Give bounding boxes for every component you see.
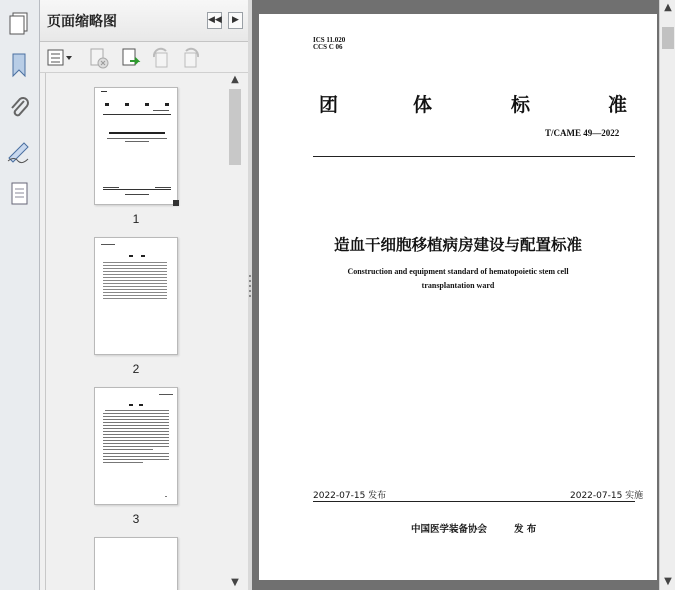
collapse-left-icon[interactable]: ◀◀ bbox=[207, 12, 222, 29]
heading-char-1: 团 bbox=[319, 94, 339, 116]
scroll-up-icon[interactable]: ▲ bbox=[231, 74, 239, 85]
page-thumbnails-panel bbox=[40, 0, 248, 590]
navigation-tool-strip bbox=[0, 0, 40, 590]
document-title-en-line1: Construction and equipment standard of hematopoietic stem cell bbox=[347, 267, 569, 276]
thumbnail-toolbar bbox=[40, 43, 248, 73]
pages-icon[interactable] bbox=[4, 8, 34, 38]
thumbnail-number-1: 1 bbox=[132, 212, 140, 226]
document-layers-icon[interactable] bbox=[4, 179, 34, 209]
scroll-down-icon[interactable]: ▼ bbox=[231, 577, 239, 588]
document-title-en-line2: transplantation ward bbox=[421, 281, 495, 290]
insert-page-icon[interactable] bbox=[120, 47, 142, 69]
delete-page-icon[interactable] bbox=[88, 47, 110, 69]
bookmark-icon[interactable] bbox=[4, 50, 34, 80]
attachment-icon[interactable] bbox=[4, 93, 34, 123]
ccs-code: CCS C 06 bbox=[313, 43, 343, 51]
thumbnail-page-2[interactable] bbox=[94, 237, 178, 355]
thumbnail-number-3: 3 bbox=[132, 512, 140, 526]
signature-icon[interactable] bbox=[4, 136, 34, 166]
doc-scroll-down-icon[interactable]: ▼ bbox=[664, 576, 672, 587]
thumbnail-page-1[interactable] bbox=[94, 87, 178, 205]
publisher-name: 中国医学装备协会 bbox=[411, 524, 488, 535]
heading-char-4: 准 bbox=[608, 94, 628, 116]
implementation-date: 2022-07-15 实施 bbox=[570, 491, 644, 501]
header-rule bbox=[313, 156, 635, 157]
document-viewer bbox=[252, 0, 659, 590]
thumbnail-scrollbar[interactable] bbox=[227, 73, 243, 590]
thumbnail-list bbox=[45, 73, 227, 590]
panel-title: 页面缩略图 bbox=[47, 14, 117, 30]
thumbnail-page-3[interactable] bbox=[94, 387, 178, 505]
heading-char-2: 体 bbox=[413, 94, 433, 116]
footer-rule bbox=[313, 501, 635, 502]
rotate-left-icon[interactable] bbox=[150, 47, 172, 69]
publish-label: 发 布 bbox=[514, 524, 537, 535]
document-scroll-thumb[interactable] bbox=[662, 27, 674, 49]
thumbnail-number-2: 2 bbox=[132, 362, 140, 376]
expand-right-icon[interactable]: ▶ bbox=[228, 12, 243, 29]
issue-date: 2022-07-15 发布 bbox=[313, 491, 387, 501]
doc-scroll-up-icon[interactable]: ▲ bbox=[664, 2, 672, 13]
ics-code: ICS 11.020 bbox=[313, 36, 346, 44]
rotate-right-icon[interactable] bbox=[180, 47, 202, 69]
document-page bbox=[259, 14, 657, 580]
standard-code: T/CAME 49—2022 bbox=[545, 128, 620, 138]
thumbnail-page-4[interactable] bbox=[94, 537, 178, 590]
document-scrollbar[interactable] bbox=[659, 0, 675, 590]
heading-char-3: 标 bbox=[511, 94, 531, 116]
thumbnail-scroll-thumb[interactable] bbox=[229, 89, 241, 165]
document-title-cn: 造血干细胞移植病房建设与配置标准 bbox=[333, 236, 582, 254]
panel-header bbox=[40, 0, 248, 42]
options-menu-icon[interactable] bbox=[47, 47, 73, 69]
